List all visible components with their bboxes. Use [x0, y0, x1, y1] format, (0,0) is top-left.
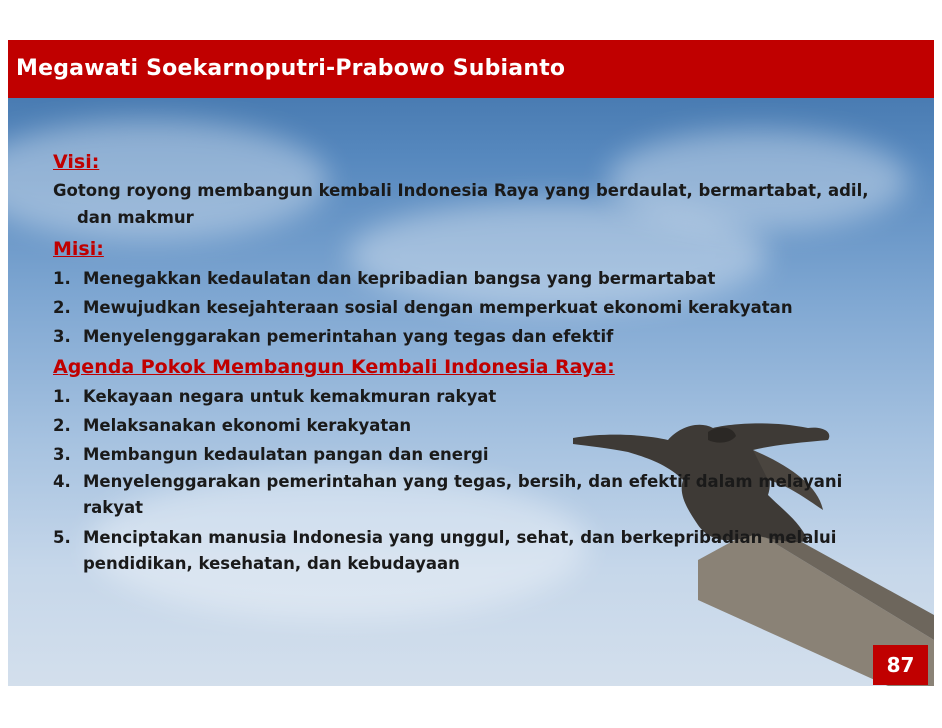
agenda-list [53, 382, 883, 577]
list-number: 3. [53, 327, 71, 346]
list-item [53, 525, 883, 577]
list-text: Menegakkan kedaulatan dan kepribadian bangsa yang bermartabat [83, 269, 716, 288]
list-number: 2. [53, 416, 71, 435]
list-number: 5. [53, 528, 71, 547]
slide-title: Megawati Soekarnoputri-Prabowo Subianto [16, 56, 566, 81]
visi-text: Gotong royong membangun kembali Indonesia Raya yang berdaulat, bermartabat, adil, dan makmur [53, 181, 869, 227]
list-text: Menyelenggarakan pemerintahan yang tegas dan efektif [83, 327, 614, 346]
list-text: Mewujudkan kesejahteraan sosial dengan memperkuat ekonomi kerakyatan [83, 298, 793, 317]
misi-heading: Misi: [53, 238, 104, 260]
slide [8, 40, 934, 686]
title-bar [8, 40, 934, 98]
list-item [53, 382, 883, 411]
list-text: Melaksanakan ekonomi kerakyatan [83, 416, 412, 435]
misi-list [53, 264, 883, 351]
list-text: Kekayaan negara untuk kemakmuran rakyat [83, 387, 497, 406]
list-item [53, 469, 883, 521]
list-text: Menyelenggarakan pemerintahan yang tegas, bersih, dan efektif dalam melayani rakyat [83, 472, 843, 517]
list-text: Menciptakan manusia Indonesia yang unggul, sehat, dan berkepribadian melalui pendidikan, kesehatan, dan kebudayaan [83, 528, 837, 573]
list-number: 2. [53, 298, 71, 317]
page-number-badge: 87 [873, 645, 928, 685]
list-number: 1. [53, 269, 71, 288]
agenda-heading: Agenda Pokok Membangun Kembali Indonesia Raya: [53, 356, 615, 378]
list-item [53, 322, 883, 351]
list-number: 1. [53, 387, 71, 406]
list-number: 4. [53, 472, 71, 491]
list-item [53, 293, 883, 322]
list-item [53, 440, 883, 469]
list-number: 3. [53, 445, 71, 464]
slide-content [53, 148, 883, 577]
visi-heading: Visi: [53, 151, 100, 173]
list-item [53, 411, 883, 440]
list-item [53, 264, 883, 293]
list-text: Membangun kedaulatan pangan dan energi [83, 445, 489, 464]
